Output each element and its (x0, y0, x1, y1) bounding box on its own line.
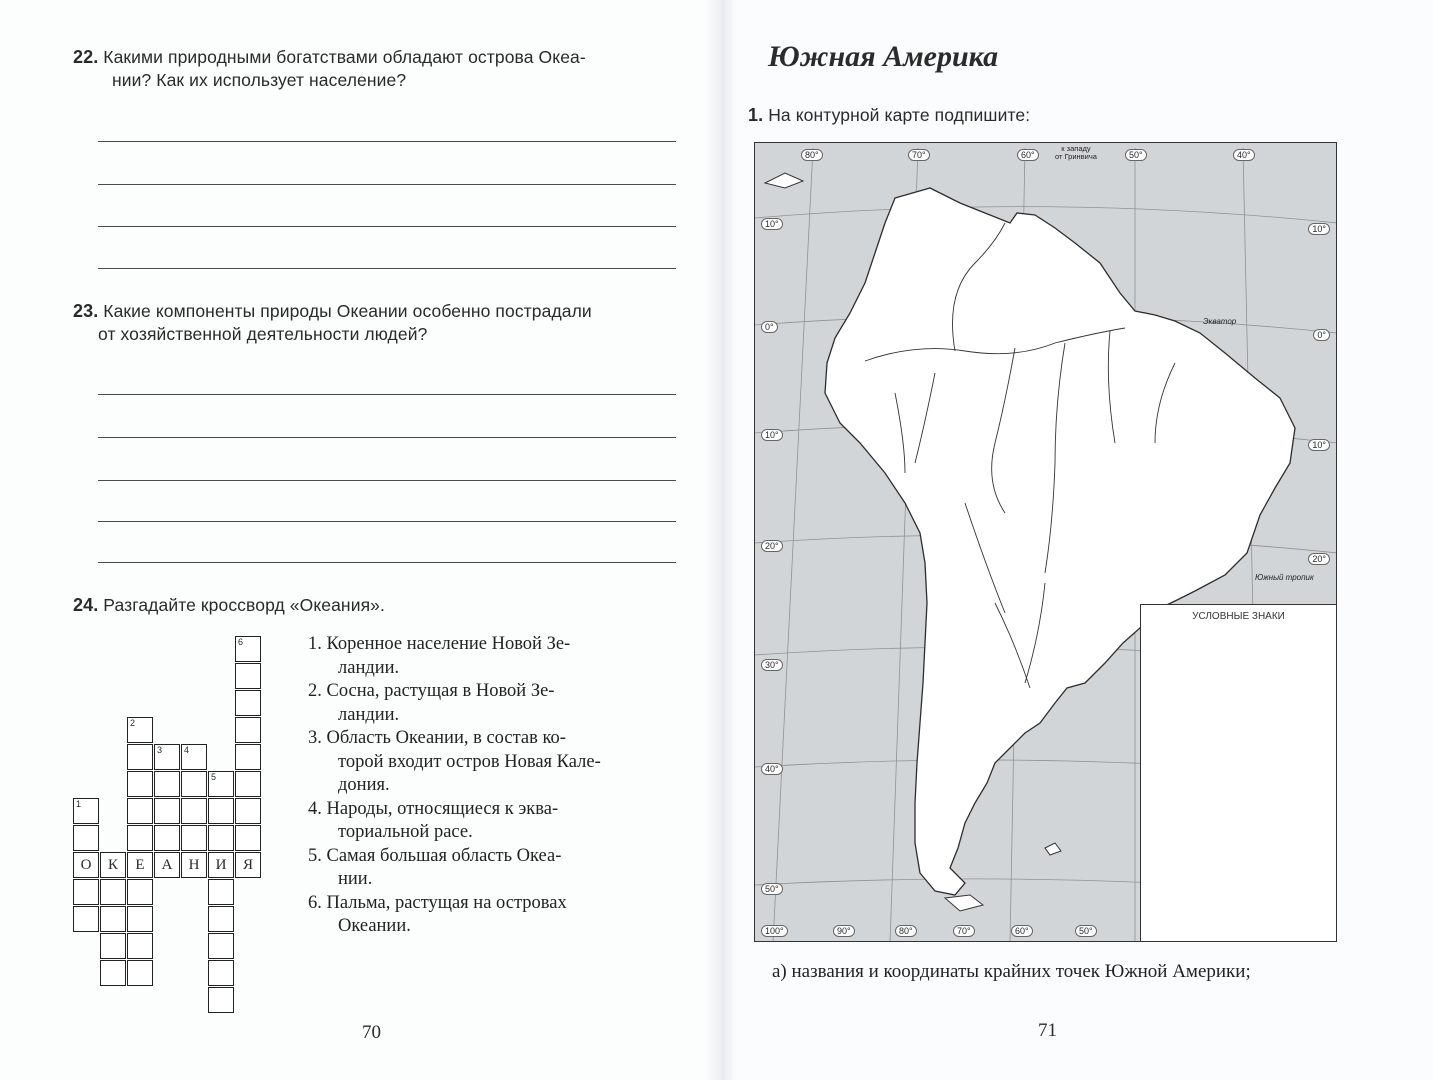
map-label: 30° (761, 659, 783, 671)
clue-line: ландии. (338, 657, 400, 678)
map-legend[interactable] (1140, 604, 1337, 942)
clue-line: нии. (338, 869, 373, 889)
clue-line: 1. Коренное население Новой Зе- (308, 634, 571, 654)
task-1a: а) названия и координаты крайних точек Южной Америки; (772, 961, 1251, 982)
question-22-text-line1: Какими природными богатствами обладают острова Океа- (103, 47, 586, 67)
crossword-cell[interactable] (100, 906, 126, 932)
crossword-cell[interactable] (181, 825, 207, 851)
map-label: 10° (1308, 439, 1330, 451)
crossword-cell[interactable] (154, 798, 180, 824)
crossword-cell[interactable] (73, 825, 99, 851)
clue-number-6: 6 (238, 637, 244, 647)
map-label: 60° (1011, 925, 1033, 937)
crossword-cell[interactable] (235, 663, 261, 689)
map-label: 50° (1075, 925, 1097, 937)
clue-number-5: 5 (211, 772, 217, 782)
clue-number-2: 2 (130, 718, 136, 728)
crossword-cell[interactable] (127, 798, 153, 824)
crossword-key-letter: Я (235, 852, 261, 878)
crossword-cell[interactable] (100, 960, 126, 986)
map-label: 10° (761, 429, 783, 441)
map-label: 20° (761, 540, 783, 552)
answer-line[interactable] (98, 141, 676, 142)
crossword-cell[interactable] (127, 879, 153, 905)
map-label: 70° (953, 925, 975, 937)
crossword-cell[interactable] (235, 744, 261, 770)
clue-line: торой входит остров Новая Кале- (338, 751, 601, 772)
map-label: 60° (1017, 149, 1039, 161)
crossword-cell[interactable] (235, 636, 261, 662)
crossword-cell[interactable] (73, 798, 99, 824)
crossword-cell[interactable] (208, 879, 234, 905)
crossword-cell[interactable] (100, 933, 126, 959)
question-22-text-line2: нии? Как их использует население? (112, 70, 407, 90)
clue-line: 3. Область Океании, в состав ко- (308, 728, 566, 748)
crossword-cell[interactable] (235, 771, 261, 797)
clue-number-4: 4 (184, 745, 190, 755)
map-label: 70° (908, 149, 930, 161)
map-label: 20° (1308, 553, 1330, 565)
question-23 (73, 300, 592, 322)
crossword-cell[interactable] (235, 825, 261, 851)
crossword-cell[interactable] (235, 690, 261, 716)
clue-line: 5. Самая большая область Океа- (308, 845, 562, 866)
crossword-cell[interactable] (235, 717, 261, 743)
clue-line: 6. Пальма, растущая на островах (308, 892, 567, 913)
answer-line[interactable] (98, 437, 676, 438)
clue-line: дония. (338, 775, 390, 795)
page-number-right: 71 (1038, 1020, 1057, 1041)
crossword-cell[interactable] (208, 987, 234, 1013)
answer-line[interactable] (98, 562, 676, 563)
clue-line: 2. Сосна, растущая в Новой Зе- (308, 681, 555, 701)
answer-line[interactable] (98, 521, 676, 522)
clue-line: Океании. (338, 916, 411, 936)
map-label: 80° (801, 149, 823, 161)
crossword-cell[interactable] (181, 771, 207, 797)
crossword-cell[interactable] (154, 825, 180, 851)
task-1-number: 1. (748, 105, 764, 125)
task-1 (748, 104, 1030, 126)
crossword-cell[interactable] (208, 906, 234, 932)
page-number-left: 70 (362, 1022, 381, 1043)
crossword-key-letter: К (100, 852, 126, 878)
clue-line: 4. Народы, относящиеся к эква- (308, 798, 559, 819)
map-label: 50° (761, 883, 783, 895)
crossword-cell[interactable] (208, 825, 234, 851)
crossword-cell[interactable] (100, 879, 126, 905)
clue-line: ториальной расе. (338, 822, 473, 842)
crossword-cell[interactable] (127, 825, 153, 851)
crossword-cell[interactable] (235, 798, 261, 824)
crossword-cell[interactable] (181, 798, 207, 824)
crossword-cell[interactable] (181, 744, 207, 770)
answer-line[interactable] (98, 268, 676, 269)
crossword-cell[interactable] (73, 906, 99, 932)
clue-line: ландии. (338, 704, 400, 725)
map-label: 100° (761, 925, 788, 937)
map-label: 40° (1233, 149, 1255, 161)
question-22 (73, 46, 586, 68)
crossword-cell[interactable] (127, 960, 153, 986)
equator-label: Экватор (1203, 317, 1237, 326)
clue-number-1: 1 (76, 799, 82, 809)
tropic-label: Южный тропик (1255, 573, 1314, 582)
question-22-number: 22. (73, 47, 99, 67)
crossword-key-letter: И (208, 852, 234, 878)
map-label: 10° (761, 218, 783, 230)
map-label: 40° (761, 763, 783, 775)
map-label: 10° (1308, 223, 1330, 235)
crossword-cell[interactable] (154, 771, 180, 797)
question-24-text: Разгадайте кроссворд «Океания». (103, 595, 385, 615)
question-24 (73, 594, 385, 616)
crossword-key-letter: Е (127, 852, 153, 878)
crossword-cell[interactable] (127, 744, 153, 770)
crossword-cell[interactable] (127, 771, 153, 797)
task-1-text: На контурной карте подпишите: (768, 105, 1031, 125)
answer-line[interactable] (98, 226, 676, 227)
crossword-clues (308, 633, 678, 939)
crossword-key-letter: О (73, 852, 99, 878)
map-label: 90° (833, 925, 855, 937)
answer-line[interactable] (98, 394, 676, 395)
question-24-number: 24. (73, 595, 99, 615)
crossword-cell[interactable] (127, 717, 153, 743)
crossword-cell[interactable] (208, 960, 234, 986)
crossword-cell[interactable] (208, 933, 234, 959)
crossword-cell[interactable] (154, 744, 180, 770)
section-title: Южная Америка (768, 40, 999, 73)
answer-line[interactable] (98, 480, 676, 481)
answer-line[interactable] (98, 184, 676, 185)
legend-title: УСЛОВНЫЕ ЗНАКИ (1192, 611, 1285, 622)
map-label: 0° (761, 321, 778, 333)
question-23-number: 23. (73, 301, 99, 321)
crossword-cell[interactable] (73, 879, 99, 905)
map-label-west: к западу от Гринвича (1055, 144, 1097, 161)
left-page (0, 0, 716, 1080)
crossword-cell[interactable] (127, 933, 153, 959)
clue-number-3: 3 (157, 745, 163, 755)
map-label: 0° (1313, 329, 1330, 341)
crossword-key-letter: Н (181, 852, 207, 878)
map-label: 50° (1125, 149, 1147, 161)
crossword-key-letter: А (154, 852, 180, 878)
crossword-cell[interactable] (208, 798, 234, 824)
map-label: 80° (895, 925, 917, 937)
crossword-cell[interactable] (208, 771, 234, 797)
question-23-text-line1: Какие компоненты природы Океании особенно пострадали (103, 301, 592, 321)
crossword-cell[interactable] (127, 906, 153, 932)
question-23-text-line2: от хозяйственной деятельности людей? (98, 324, 428, 344)
